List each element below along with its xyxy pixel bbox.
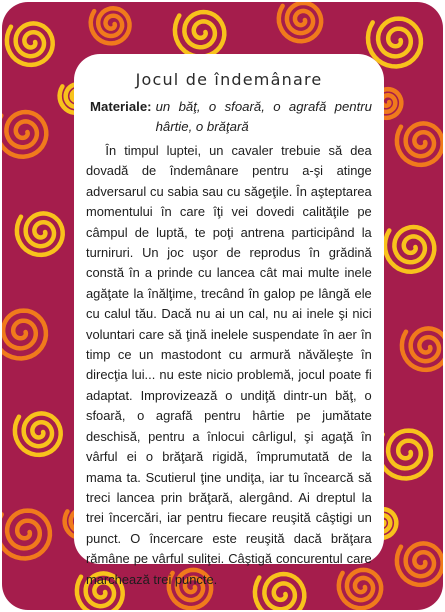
swirl-shape: [378, 431, 431, 479]
swirl-shape: [2, 112, 46, 157]
materials-label: Materiale:: [90, 99, 152, 114]
swirl-shape: [17, 213, 63, 255]
swirl-shape: [385, 227, 434, 272]
swirl-shape: [175, 12, 224, 57]
card-title: Jocul de îndemânare: [135, 70, 323, 89]
swirl-shape: [397, 123, 443, 164]
swirl-shape: [2, 511, 50, 559]
swirl-shape: [91, 8, 130, 43]
activity-description: În timpul luptei, un cavaler trebuie să dea dovadă de îndemânare pentru a-şi atinge adversarul cu sabia sau cu săgeţile. În aşteptarea momentului în care îţi vei dovedi calităţile pe câmpul de luptă, te poţi antrena participând la turniruri. Un joc uşor de reprodus în grădină constă în a prinde cu lancea cât mai multe inele agăţate la înălţime, trecând în galop pe lângă ele cu calul tău. Dacă nu ai un cal, nu ai inele şi nici voluntari care să ţină inelele suspendate în aer în timp ce un mastodont cu armură năvăleşte în direcţia lui... nu este nicio problemă, jocul poate fi adaptat. Improvizează o undiţă dintr-un băţ, o sfoară, o agrafă pentru hârtie pe jumătate deschisă, pentru a înlocui cârligul, şi agaţă în vârful ei o brăţară rigidă, împrumutată de la mama ta. Scutierul ţine undiţa, iar tu încearcă să treci lancea prin brăţară, alergând. Ai dreptul la trei încercări, iar pentru fiecare reuşită câştigi un punct. O încercare este reuşită dacă brăţara rămâne pe vârful suliţei. Câştigă concurentul care marchează trei puncte.: [86, 143, 372, 587]
swirl-shape: [368, 19, 421, 67]
swirl-shape: [397, 543, 443, 585]
swirl-shape: [2, 311, 46, 359]
content-panel: [74, 54, 384, 587]
activity-card: [2, 2, 443, 610]
swirl-shape: [7, 23, 53, 65]
swirl-shape: [402, 328, 443, 370]
swirl-shape: [15, 413, 61, 455]
materials-line: [90, 97, 372, 137]
swirl-shape: [279, 3, 321, 41]
materials-list: un băţ, o sfoară, o agrafă pentru hârtie, o brăţară: [155, 99, 372, 134]
